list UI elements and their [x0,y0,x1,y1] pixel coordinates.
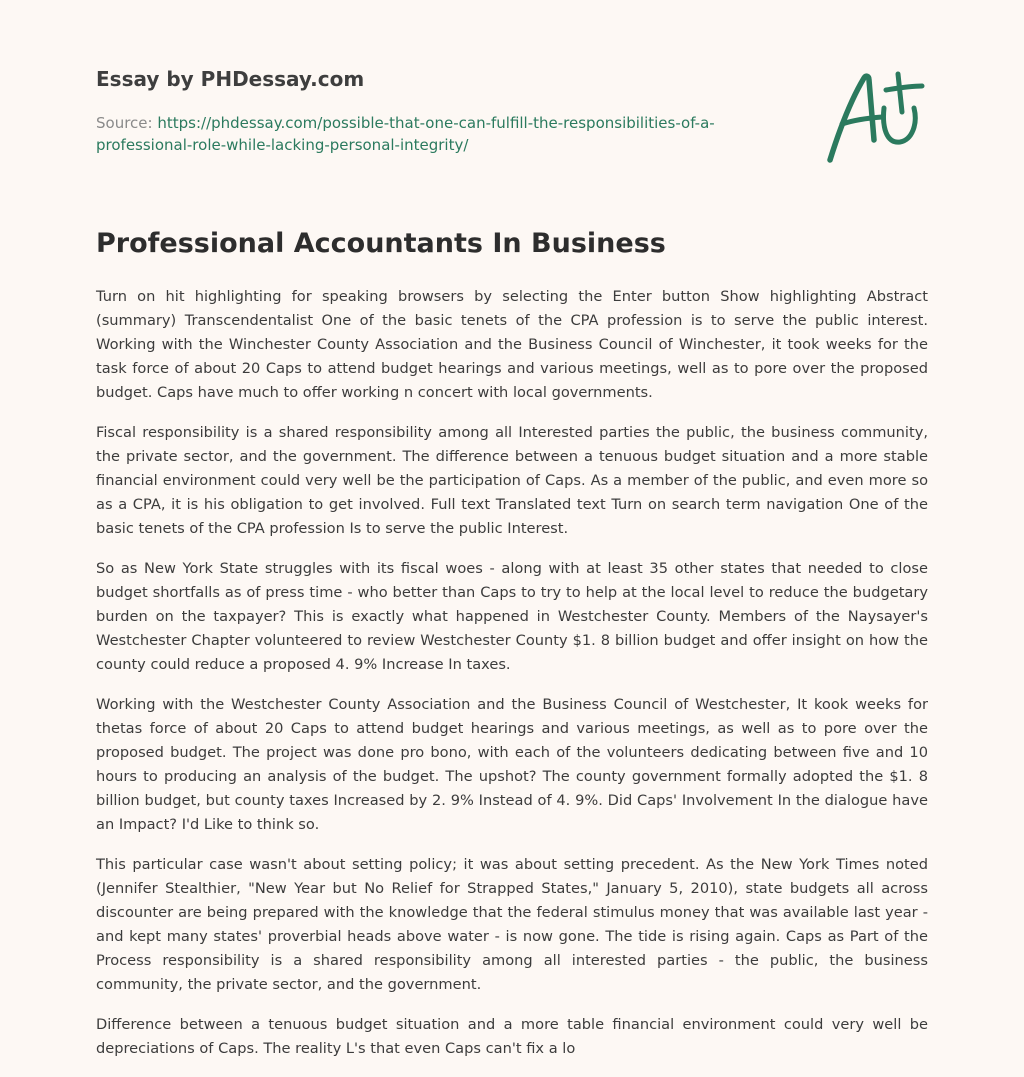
essay-paragraph: Working with the Westchester County Association and the Business Council of Westchester, It kook weeks for thetas force of about 20 Caps to attend budget hearings and various meetings, as well as to pore over the proposed budget. The project was done pro bono, with each of the volunteers dedicating between five and 10 hours to producing an analysis of the budget. The upshot? The county government formally adopted the $1. 8 billion budget, but county taxes Increased by 2. 9% Instead of 4. 9%. Did Caps' Involvement In the dialogue have an Impact? I'd Like to think so. [96,696,928,833]
essay-paragraph: This particular case wasn't about setting policy; it was about setting precedent. As the New York Times noted (Jennifer Stealthier, "New Year but No Relief for Strapped States," January 5, 2010), state budgets all across discounter are being prepared with the knowledge that the federal stimulus money that was available last year - and kept many states' proverbial heads above water - is now gone. The tide is rising again. Caps as Part of the Process responsibility is a shared responsibility among all interested parties - the public, the business community, the private sector, and the government. [96,856,928,993]
source-link[interactable] [96,114,715,154]
essay-paragraph: Fiscal responsibility is a shared responsibility among all Interested parties the public, the business community, the private sector, and the government. The difference between a tenuous budget situation and a more stable financial environment could very well be the participation of Caps. As a member of the public, and even more so as a CPA, it is his obligation to get involved. Full text Translated text Turn on search term navigation One of the basic tenets of the CPA profession Is to serve the public Interest. [96,424,928,537]
source-url-line2: professional-role-while-lacking-personal-integrity/ [96,136,469,154]
source-url-line1: https://phdessay.com/possible-that-one-can-fulfill-the-responsibilities-of-a- [157,114,715,132]
a-plus-logo-icon [822,68,932,168]
essay-paragraph: Turn on hit highlighting for speaking browsers by selecting the Enter button Show highlighting Abstract (summary) Transcendentalist One of the basic tenets of the CPA profession is to serve the public interest. Working with the Winchester County Association and the Business Council of Winchester, it took weeks for the task force of about 20 Caps to attend budget hearings and various meetings, well as to pore over the proposed budget. Caps have much to offer working n concert with local governments. [96,288,928,401]
essay-paragraph: So as New York State struggles with its fiscal woes - along with at least 35 other states that needed to close budget shortfalls as of press time - who better than Caps to try to help at the local level to reduce the budgetary burden on the taxpayer? This is exactly what happened in Westchester County. Members of the Naysayer's Westchester Chapter volunteered to review Westchester County $1. 8 billion budget and offer insight on how the county could reduce a proposed 4. 9% Increase In taxes. [96,560,928,673]
source-label: Source: [96,114,153,132]
essay-body [96,285,928,1077]
site-brand: Essay by PHDessay.com [96,67,365,91]
source-line [96,112,796,156]
page-header [96,66,796,156]
essay-title: Professional Accountants In Business [96,228,666,259]
essay-paragraph: Difference between a tenuous budget situation and a more table financial environment could very well be depreciations of Caps. The reality L's that even Caps can't fix a lo [96,1016,928,1057]
